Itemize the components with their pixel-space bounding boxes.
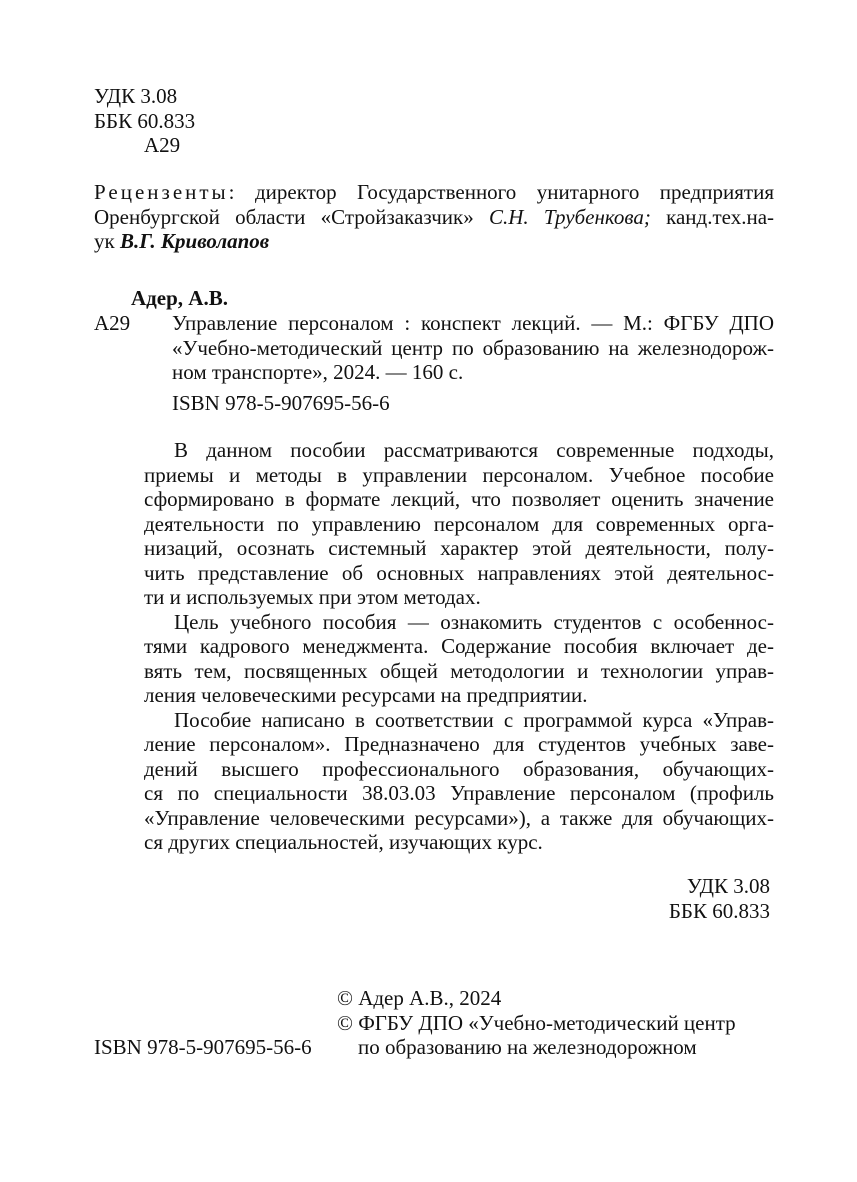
bbk-code: ББК 60.833 (94, 108, 196, 133)
reviewers-block (94, 180, 774, 254)
biblio-line-3: ном транспорте», 2024. — 160 с. (172, 360, 464, 384)
bibliographic-description (172, 311, 774, 385)
bottom-classification-codes (600, 874, 770, 923)
abstract-line: приемы и методы в управлении персоналом. Учебное пособие (144, 462, 774, 487)
copyright-block (337, 986, 736, 1060)
isbn-bottom: ISBN 978-5-907695-56-6 (94, 1035, 312, 1059)
biblio-line-2: «Учебно-методический центр по образованию на железнодорож- (172, 335, 774, 360)
entry-code: А29 (94, 311, 131, 335)
reviewers-line-2: Оренбургской области «Стройзаказчик» С.Н. Трубенкова; канд.тех.на- (94, 204, 775, 229)
abstract-line: деятельности по управлению персоналом для современных орга- (144, 511, 774, 536)
reviewers-label: Рецензенты (94, 180, 229, 204)
author-sign: А29 (144, 133, 181, 157)
abstract-line: ти и используемых при этом методах. (144, 585, 481, 609)
udk-code: УДК 3.08 (94, 84, 178, 108)
abstract-line: ся других специальностей, изучающих курс. (144, 830, 543, 854)
abstract (144, 438, 774, 855)
copyright-author: © Адер А.В., 2024 (337, 986, 502, 1010)
author-heading: Адер, А.В. (131, 286, 228, 310)
abstract-line: сформировано в формате лекций, что позволяет оценить значение (144, 487, 774, 511)
reviewer-name-2: В.Г. Криволапов (119, 229, 270, 253)
biblio-line-1: Управление персоналом : конспект лекций. — М.: ФГБУ ДПО (172, 311, 774, 335)
abstract-line: дений высшего профессионального образования, обучающих- (144, 756, 774, 781)
abstract-line: ление персоналом». Предназначено для студентов учебных заве- (144, 732, 774, 756)
abstract-line: Пособие написано в соответствии с программой курса «Управ- (174, 707, 774, 732)
abstract-line: чить представление об основных направлениях этой деятельнос- (144, 560, 774, 585)
abstract-line: В данном пособии рассматриваются современные подходы, (174, 438, 774, 462)
reviewer-name-1: С.Н. Трубенкова; (488, 204, 651, 229)
top-classification-codes (94, 84, 195, 158)
abstract-line: ся по специальности 38.03.03 Управление персоналом (профиль (144, 781, 774, 805)
abstract-line: низаций, осознать системный характер этой деятельности, полу- (144, 536, 774, 560)
abstract-line: «Управление человеческими ресурсами»), а также для обучающих- (144, 805, 774, 830)
abstract-line: ления человеческими ресурсами на предприятии. (144, 683, 588, 707)
reviewers-line-3: ук В.Г. Криволапов (94, 229, 270, 253)
isbn-entry: ISBN 978-5-907695-56-6 (172, 391, 390, 415)
bbk-code-bottom: ББК 60.833 (668, 898, 770, 923)
abstract-line: Цель учебного пособия — ознакомить студентов с особеннос- (174, 609, 774, 634)
copyright-publisher: © ФГБУ ДПО «Учебно-методический центр (337, 1010, 736, 1035)
udk-code-bottom: УДК 3.08 (686, 874, 770, 898)
abstract-line: тями кадрового менеджмента. Содержание пособия включает де- (144, 634, 774, 658)
copyright-publisher-cont: по образованию на железнодорожном (358, 1035, 697, 1059)
reviewers-line-1: Рецензенты: директор Государственного унитарного предприятия (94, 180, 774, 204)
abstract-line: вять тем, посвященных общей методологии и технологии управ- (144, 658, 774, 683)
